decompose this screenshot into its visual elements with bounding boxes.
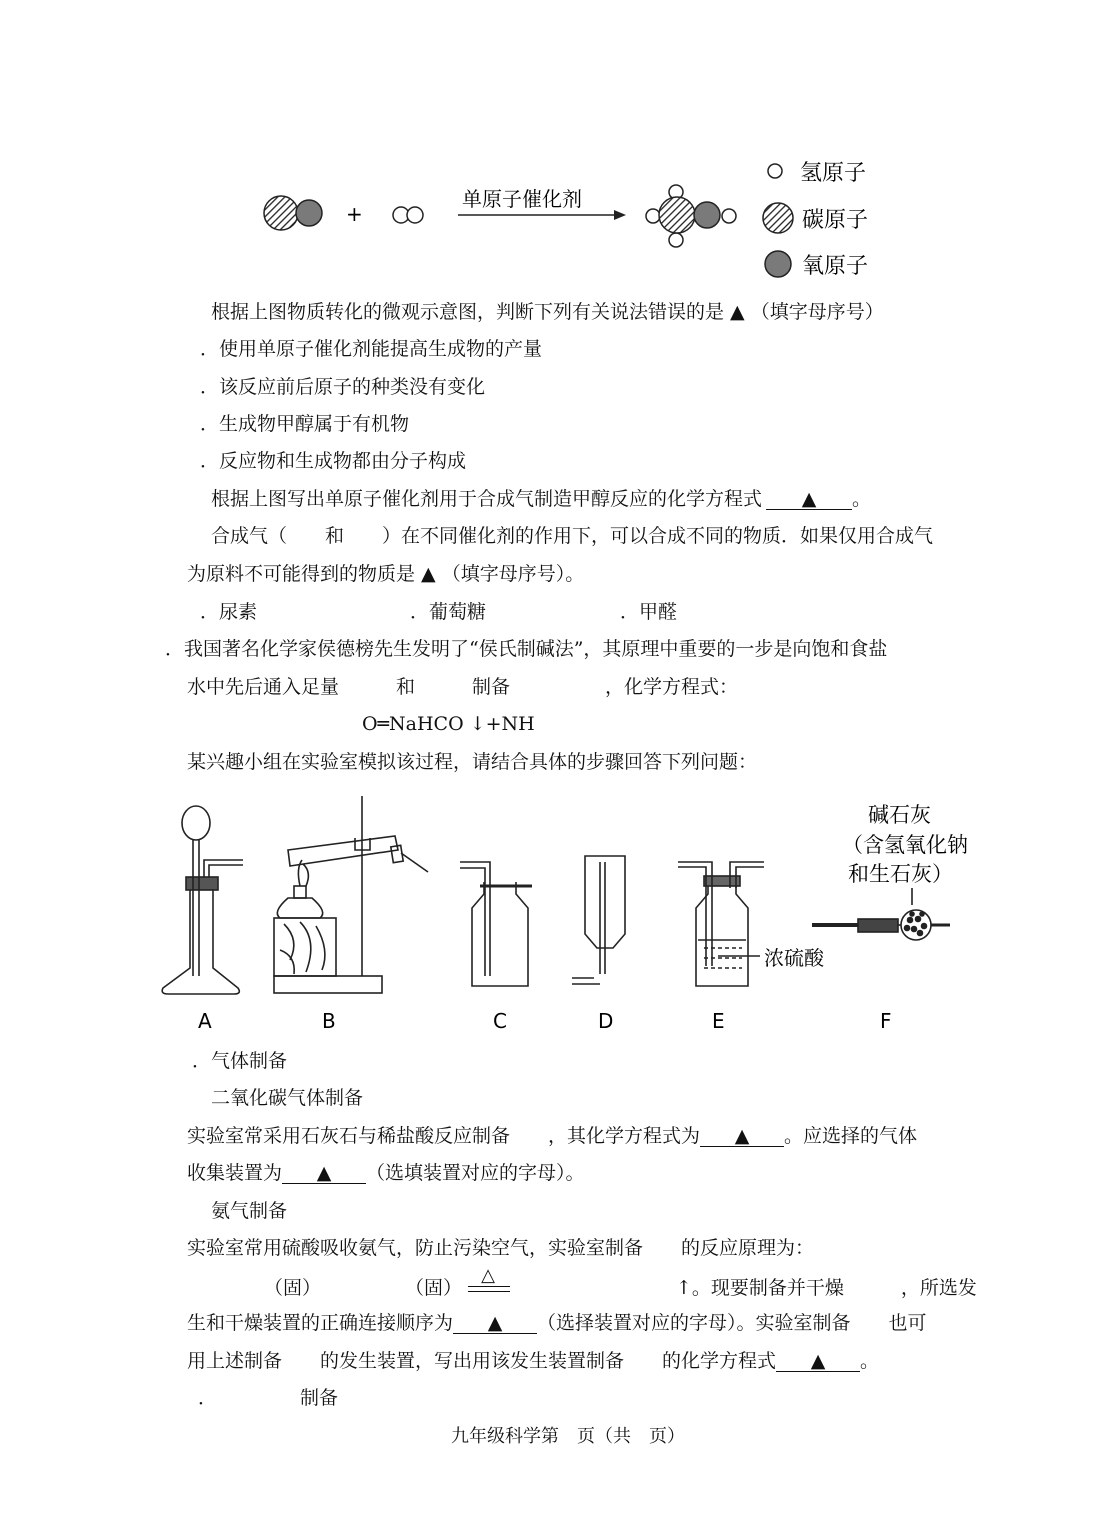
- blank-marker: ▲: [810, 1350, 826, 1372]
- question2-line2: 水中先后通入足量 和 制备 ，化学方程式：: [187, 676, 739, 698]
- methanol-molecule-icon: [646, 185, 736, 247]
- carbon-atom-icon: [763, 203, 793, 233]
- co2-line2-end: （选填装置对应的字母）。: [366, 1162, 585, 1184]
- option-c-1: ．尿素: [200, 601, 258, 623]
- section2-title: 制备: [300, 1387, 339, 1409]
- acid-label: 浓硫酸: [764, 946, 824, 970]
- question-b-end: 。: [852, 488, 872, 510]
- apparatus-label-b: B: [322, 1009, 336, 1033]
- co-molecule-icon: [264, 196, 322, 230]
- co2-line1-end: 。应选择的气体: [784, 1125, 918, 1147]
- apparatus-c-gasjar-icon: [460, 862, 532, 986]
- equals-line-top: [468, 1286, 510, 1287]
- co2-line1: [187, 1124, 917, 1148]
- co2-collector-blank[interactable]: [282, 1161, 366, 1184]
- co2-title: 二氧化碳气体制备: [211, 1087, 364, 1109]
- option-a-4: ．反应物和生成物都由分子构成: [200, 450, 467, 472]
- soda-lime-label-2: （含氢氧化钠: [842, 833, 968, 857]
- apparatus-a-flask-icon: [162, 806, 243, 994]
- question-c-line2: 为原料不可能得到的物质是 ▲ （填字母序号）。: [187, 563, 585, 585]
- question-a-stem: 根据上图物质转化的微观示意图，判断下列有关说法错误的是 ▲ （填字母序号）: [211, 301, 884, 323]
- oxygen-atom-icon: [765, 251, 791, 277]
- legend-carbon-label: 碳原子: [802, 208, 869, 233]
- apparatus-label-d: D: [598, 1009, 614, 1033]
- apparatus-f-drying-tube-icon: [812, 888, 950, 940]
- nh3-line1: 实验室常用硫酸吸收氨气，防止污染空气，实验室制备 的反应原理为：: [187, 1237, 815, 1259]
- reaction-arrow-icon: [458, 210, 626, 220]
- option-a-1: ．使用单原子催化剂能提高生成物的产量: [200, 338, 543, 360]
- reaction-diagram: [0, 0, 1106, 290]
- nh3-line4-end: 。: [860, 1350, 880, 1372]
- option-a-3: ．生成物甲醇属于有机物: [200, 413, 410, 435]
- catalyst-label: 单原子催化剂: [462, 187, 582, 211]
- question2-equation: O═NaHCO ↓+NH: [362, 713, 535, 735]
- equals-line-bottom: [468, 1291, 510, 1292]
- soda-lime-label-3: 和生石灰）: [848, 862, 953, 886]
- nh3-line4-text: 用上述制备 的发生装置，写出用该发生装置制备 的化学方程式: [187, 1350, 777, 1372]
- oxygen-equation-blank[interactable]: [776, 1349, 860, 1372]
- apparatus-label-f: F: [880, 1009, 892, 1033]
- apparatus-label-a: A: [198, 1009, 212, 1033]
- nh3-line4: [187, 1349, 879, 1373]
- nh3-solid1: （固）: [264, 1277, 322, 1299]
- apparatus-b-heating-icon: [274, 796, 428, 993]
- hydrogen-atom-icon: [768, 164, 782, 178]
- nh3-line3-text: 生和干燥装置的正确连接顺序为: [187, 1312, 454, 1334]
- connection-order-blank[interactable]: [453, 1311, 537, 1334]
- question2-line1: ．我国著名化学家侯德榜先生发明了“侯氏制碱法”，其原理中重要的一步是向饱和食盐: [165, 638, 888, 660]
- section2-dot: ．: [198, 1387, 218, 1409]
- nh3-line3-end: （选择装置对应的字母）。实验室制备 也可: [537, 1312, 927, 1334]
- apparatus-d-inverted-jar-icon: [572, 856, 625, 984]
- option-c-3: ．甲醛: [620, 601, 678, 623]
- blank-marker: ▲: [487, 1312, 503, 1334]
- legend-hydrogen-label: 氢原子: [800, 161, 867, 186]
- question-b-text: 根据上图写出单原子催化剂用于合成气制造甲醇反应的化学方程式: [211, 488, 763, 510]
- question2-intro: 某兴趣小组在实验室模拟该过程，请结合具体的步骤回答下列问题：: [187, 751, 758, 773]
- apparatus-label-c: C: [493, 1009, 507, 1033]
- apparatus-label-e: E: [712, 1009, 725, 1033]
- apparatus-e-wash-bottle-icon: [678, 862, 764, 986]
- legend-oxygen-label: 氧原子: [802, 254, 869, 279]
- page-footer: 九年级科学第 页（共 页）: [451, 1426, 685, 1447]
- co2-line1-text: 实验室常采用石灰石与稀盐酸反应制备 ，其化学方程式为: [187, 1125, 701, 1147]
- question-c-line1: 合成气（ 和 ）在不同催化剂的作用下，可以合成不同的物质．如果仅用合成气: [211, 525, 934, 547]
- answer-blank[interactable]: [766, 487, 852, 510]
- soda-lime-label-1: 碱石灰: [868, 803, 931, 827]
- section1-title: ．气体制备: [192, 1050, 288, 1072]
- legend: [763, 161, 868, 279]
- question-b: [211, 487, 871, 511]
- h2-molecule-icon: [393, 207, 423, 223]
- co2-equation-blank[interactable]: [700, 1124, 784, 1147]
- heat-condition: [466, 1266, 510, 1294]
- co2-line2-text: 收集装置为: [187, 1162, 283, 1184]
- nh3-title: 氨气制备: [211, 1200, 288, 1222]
- blank-marker: ▲: [316, 1162, 332, 1184]
- nh3-line3: [187, 1311, 927, 1335]
- option-a-2: ．该反应前后原子的种类没有变化: [200, 376, 486, 398]
- nh3-solid2: （固）: [405, 1277, 463, 1299]
- nh3-line2-end: ↑。现要制备并干燥 ，所选发: [676, 1277, 977, 1299]
- blank-marker: ▲: [734, 1125, 750, 1147]
- apparatus-figure: [0, 790, 1106, 1050]
- plus-sign: +: [346, 202, 363, 226]
- option-c-2: ．葡萄糖: [410, 601, 487, 623]
- heat-symbol: △: [481, 1265, 495, 1286]
- co2-line2: [187, 1161, 585, 1185]
- blank-marker: ▲: [801, 488, 817, 510]
